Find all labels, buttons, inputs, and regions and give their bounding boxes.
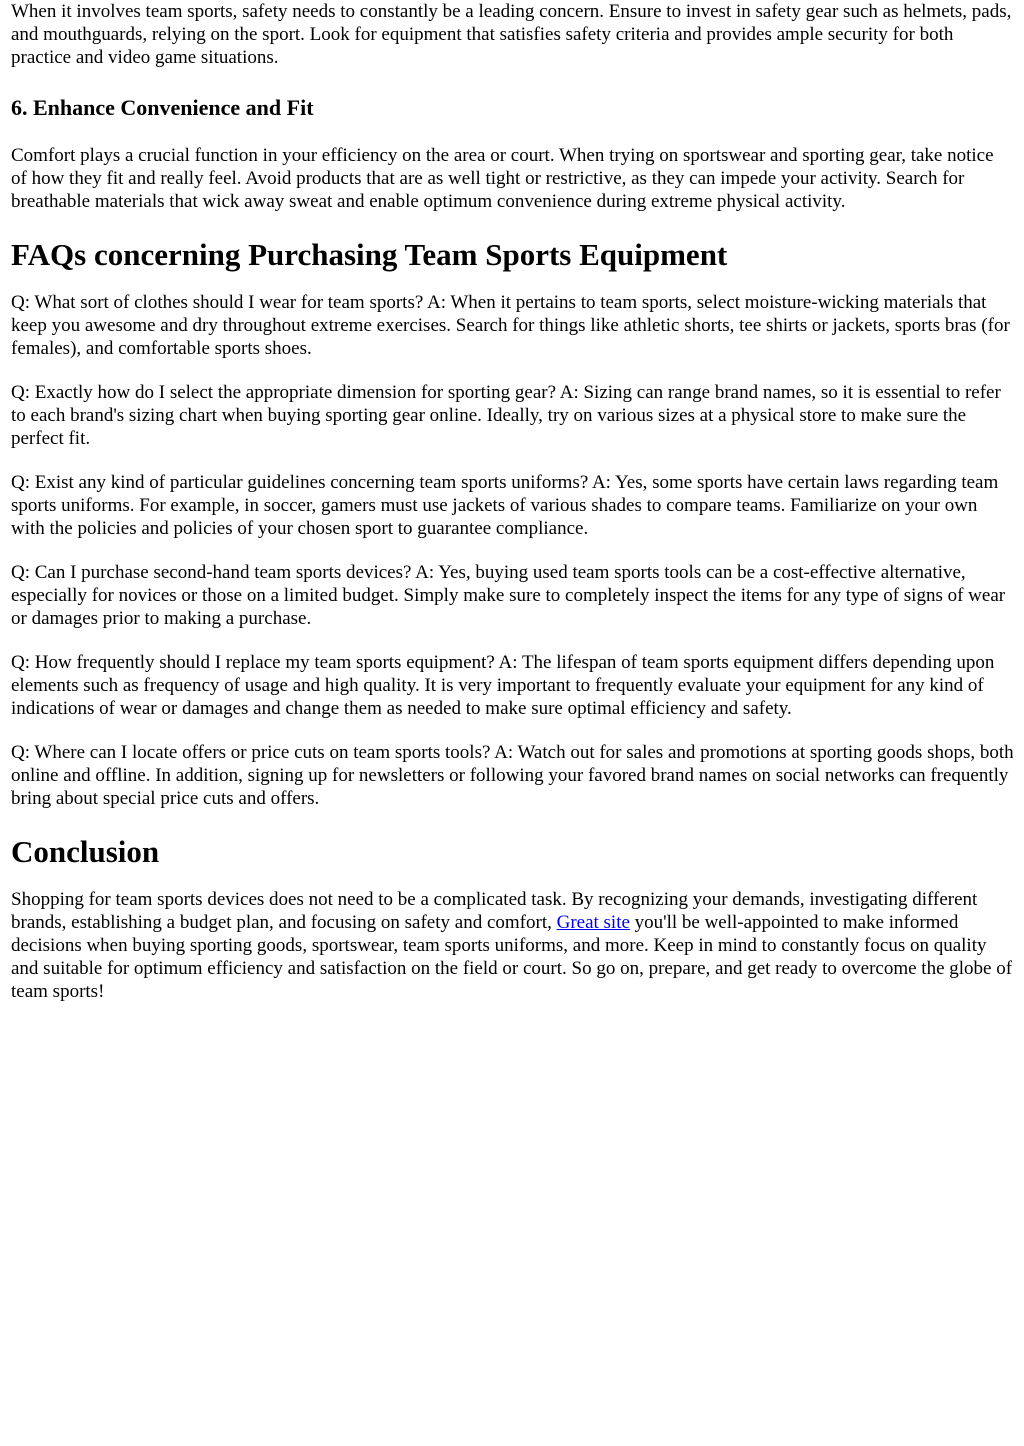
great-site-link[interactable]: Great site <box>556 912 630 933</box>
intro-paragraph: When it involves team sports, safety needs to constantly be a leading concern. Ensure to invest in safety gear such as helmets, pads, and mouthguards, relying on the sport. Look for equipment that satisfies safety criteria and provides ample security for both practice and video game situations. <box>11 1 1012 68</box>
faq-item: Q: Exist any kind of particular guidelines concerning team sports uniforms? A: Yes, some sports have certain laws regarding team sports uniforms. For example, in soccer, gamers must use jackets of various shades to compare teams. Familiarize on your own with the policies and policies of your chosen sport to guarantee compliance. <box>11 472 999 539</box>
conclusion-text-before-link: Shopping for team sports devices does not need to be a complicated task. By recognizing your demands, investigating different brands, establishing a budget plan, and focusing on safety and comfort, <box>11 889 978 933</box>
faq-item: Q: Exactly how do I select the appropriate dimension for sporting gear? A: Sizing can range brand names, so it is essential to refer to each brand's sizing chart when buying sporting gear online. Ideally, try on various sizes at a physical store to make sure the perfect fit. <box>11 382 1001 449</box>
conclusion-text-after-link: you'll be well-appointed to make informed decisions when buying sporting goods, sportswear, team sports uniforms, and more. Keep in mind to constantly focus on quality and suitable for optimum efficiency and satisfaction on the field or court. So go on, prepare, and get ready to overcome the globe of team sports! <box>11 912 1013 1002</box>
conclusion-paragraph <box>11 888 1014 1003</box>
section-heading-comfort-fit: 6. Enhance Convenience and Fit <box>11 95 314 120</box>
section-paragraph-comfort-fit: Comfort plays a crucial function in your efficiency on the area or court. When trying on sportswear and sporting gear, take notice of how they fit and really feel. Avoid products that are as well tight or restrictive, as they can impede your activity. Search for breathable materials that wick away sweat and enable optimum convenience during extreme physical activity. <box>11 145 994 212</box>
faq-item: Q: What sort of clothes should I wear for team sports? A: When it pertains to team sports, select moisture-wicking materials that keep you awesome and dry throughout extreme exercises. Search for things like athletic shorts, tee shirts or jackets, sports bras (for females), and comfortable sports shoes. <box>11 292 1010 359</box>
faqs-heading: FAQs concerning Purchasing Team Sports Equipment <box>11 237 728 272</box>
conclusion-heading: Conclusion <box>11 834 160 869</box>
faq-item: Q: How frequently should I replace my team sports equipment? A: The lifespan of team sports equipment differs depending upon elements such as frequency of usage and high quality. It is very important to frequently evaluate your equipment for any kind of indications of wear or damages and change them as needed to make sure optimal efficiency and safety. <box>11 652 995 719</box>
faq-item: Q: Can I purchase second-hand team sports devices? A: Yes, buying used team sports tools can be a cost-effective alternative, especially for novices or those on a limited budget. Simply make sure to completely inspect the items for any type of signs of wear or damages prior to making a purchase. <box>11 562 1006 629</box>
faq-item: Q: Where can I locate offers or price cuts on team sports tools? A: Watch out for sales and promotions at sporting goods shops, both online and offline. In addition, signing up for newsletters or following your favored brand names on social networks can frequently bring about special price cuts and offers. <box>11 742 1014 809</box>
